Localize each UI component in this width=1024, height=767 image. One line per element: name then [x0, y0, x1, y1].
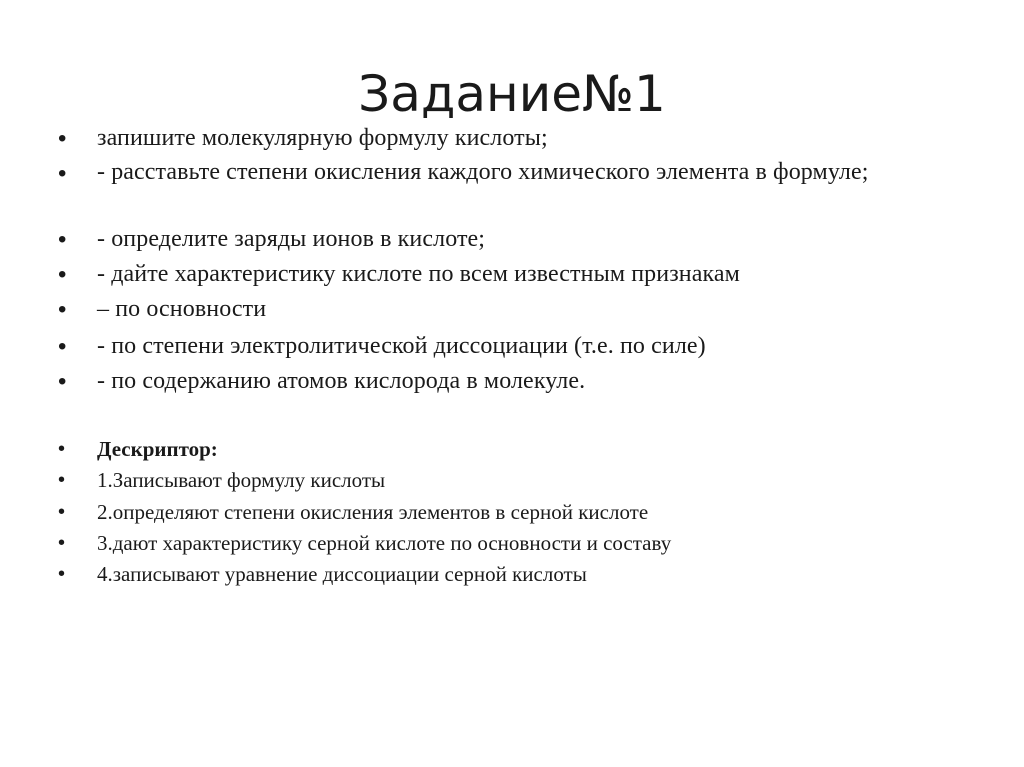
task-item: [58, 260, 958, 289]
descriptor-heading-item: [58, 434, 958, 464]
bullet-icon: •: [58, 160, 67, 187]
descriptor-text: 1.Записывают формулу кислоты: [97, 468, 386, 492]
bullet-icon: •: [58, 296, 67, 323]
bullet-icon: •: [58, 501, 66, 523]
task-item: [58, 367, 958, 396]
slide-title: Задание№1: [358, 65, 666, 123]
bullet-icon: •: [58, 532, 66, 554]
task-item: [58, 124, 958, 153]
task-item: [58, 225, 958, 254]
descriptor-text: 3.дают характеристику серной кислоте по основности и составу: [97, 531, 672, 555]
bullet-icon: •: [58, 226, 67, 253]
bullet-icon: •: [58, 261, 67, 288]
task-text: запишите молекулярную формулу кислоты;: [97, 125, 548, 151]
task-item: [58, 159, 958, 188]
descriptor-item: [58, 528, 958, 558]
task-text: - определите заряды ионов в кислоте;: [97, 226, 486, 252]
descriptor-heading: Дескриптор:: [97, 437, 218, 461]
bullet-icon: •: [58, 125, 67, 152]
descriptor-item: [58, 465, 958, 495]
task-text: - по содержанию атомов кислорода в молекуле.: [97, 368, 586, 394]
task-text: - расставьте степени окисления каждого химического элемента в формуле;: [97, 159, 869, 185]
bullet-icon: •: [58, 368, 67, 395]
task-text: - по степени электролитической диссоциации (т.е. по силе): [97, 333, 706, 359]
bullet-icon: •: [58, 333, 67, 360]
descriptor-text: 4.записывают уравнение диссоциации серной кислоты: [97, 562, 587, 586]
descriptor-text: 2.определяют степени окисления элементов в серной кислоте: [97, 500, 649, 524]
bullet-icon: •: [58, 563, 66, 585]
task-text: – по основности: [97, 296, 267, 322]
descriptor-item: [58, 497, 958, 527]
bullet-icon: •: [58, 438, 66, 460]
descriptor-item: [58, 559, 958, 589]
bullet-icon: •: [58, 469, 66, 491]
task-item: [58, 332, 958, 361]
task-text: - дайте характеристику кислоте по всем известным признакам: [97, 261, 740, 287]
task-item: [58, 295, 958, 324]
